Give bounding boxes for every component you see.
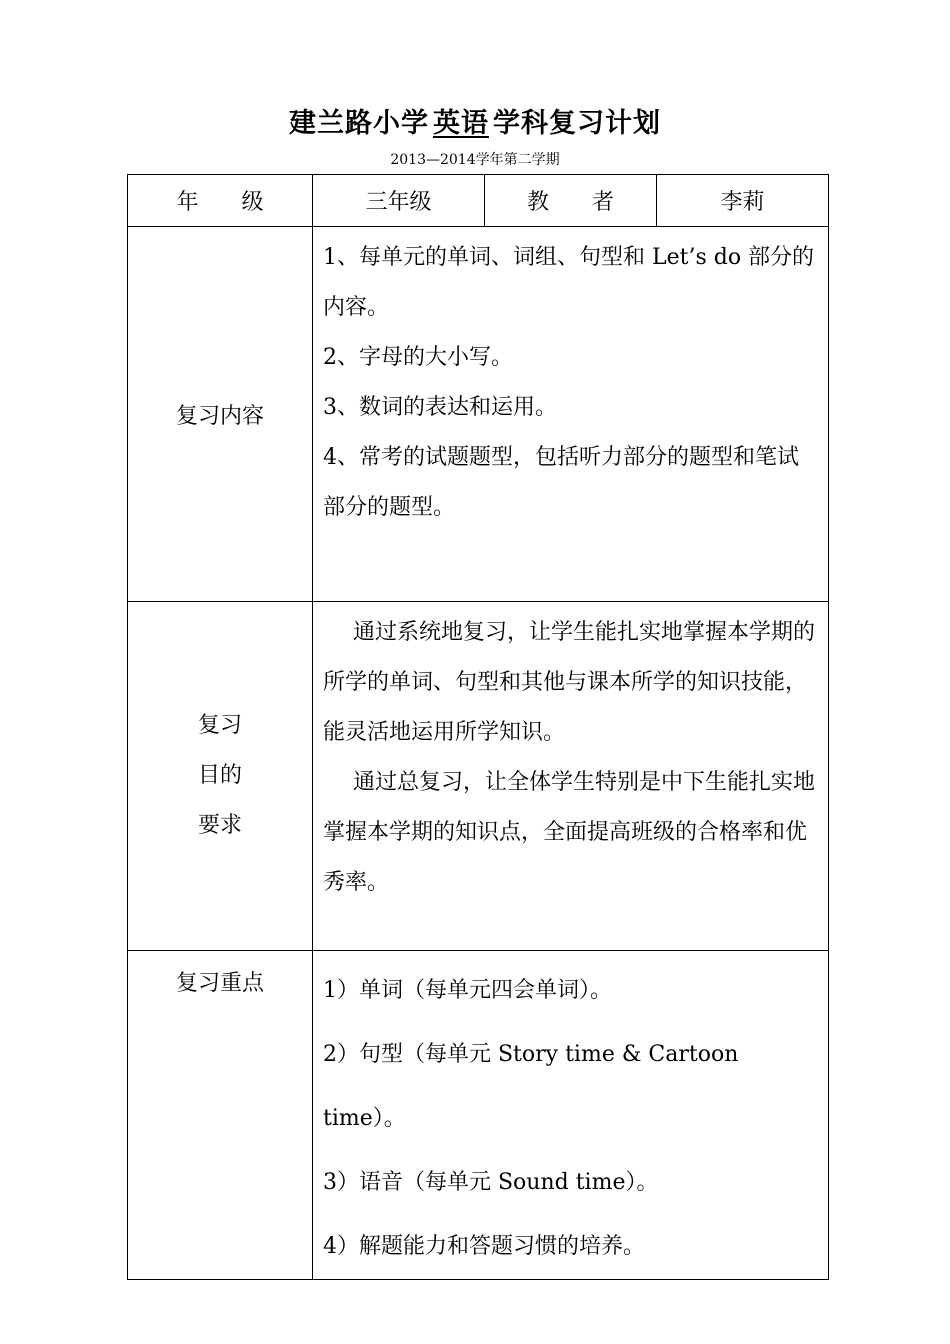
title-suffix: 学科复习计划 xyxy=(493,108,661,139)
goals-label-cell xyxy=(128,602,313,951)
goals-label-line: 要求 xyxy=(197,813,242,838)
teacher-label-cell xyxy=(485,175,657,227)
goals-label-line: 复习 xyxy=(197,713,242,738)
grade-value-cell xyxy=(313,175,485,227)
teacher-value: 李莉 xyxy=(720,190,765,215)
title-subject: 英语 xyxy=(433,108,489,139)
review-content-item: 4、常考的试题题型，包括听力部分的题型和笔试部分的题型。 xyxy=(323,445,799,520)
review-content-item: 2、字母的大小写。 xyxy=(323,345,513,370)
header-row xyxy=(128,175,829,227)
grade-label-cell xyxy=(128,175,313,227)
review-content-cell xyxy=(313,227,829,602)
focus-item: 2）句型（每单元 Story time & Cartoon time）。 xyxy=(323,1042,739,1131)
focus-label-cell xyxy=(128,951,313,1280)
review-content-row xyxy=(128,227,829,602)
grade-value: 三年级 xyxy=(365,190,432,215)
page-title xyxy=(0,104,950,144)
focus-label: 复习重点 xyxy=(175,971,264,996)
review-plan-table xyxy=(127,174,829,1280)
review-content-item: 3、数词的表达和运用。 xyxy=(323,395,557,420)
term-subtitle: 2013—2014学年第二学期 xyxy=(390,152,560,168)
teacher-label: 教 者 xyxy=(527,190,632,215)
focus-item: 1）单词（每单元四会单词）。 xyxy=(323,978,612,1003)
goals-paragraph: 通过系统地复习，让学生能扎实地掌握本学期的所学的单词、句型和其他与课本所学的知识技能，能灵活地运用所学知识。 xyxy=(323,620,816,745)
goals-paragraph: 通过总复习，让全体学生特别是中下生能扎实地掌握本学期的知识点，全面提高班级的合格率和优秀率。 xyxy=(323,770,816,895)
teacher-value-cell xyxy=(657,175,829,227)
grade-label: 年 级 xyxy=(176,190,282,215)
goals-cell xyxy=(313,602,829,951)
title-prefix: 建兰路小学 xyxy=(289,108,429,139)
focus-item: 4）解题能力和答题习惯的培养。 xyxy=(323,1234,645,1259)
review-content-label-cell xyxy=(128,227,313,602)
goals-row xyxy=(128,602,829,951)
goals-label-line: 目的 xyxy=(197,763,242,788)
review-content-item: 1、每单元的单词、词组、句型和 Let’s do 部分的内容。 xyxy=(323,245,815,320)
focus-cell xyxy=(313,951,829,1280)
focus-row xyxy=(128,951,829,1280)
review-content-label: 复习内容 xyxy=(175,403,264,429)
focus-item: 3）语音（每单元 Sound time）。 xyxy=(323,1170,659,1195)
